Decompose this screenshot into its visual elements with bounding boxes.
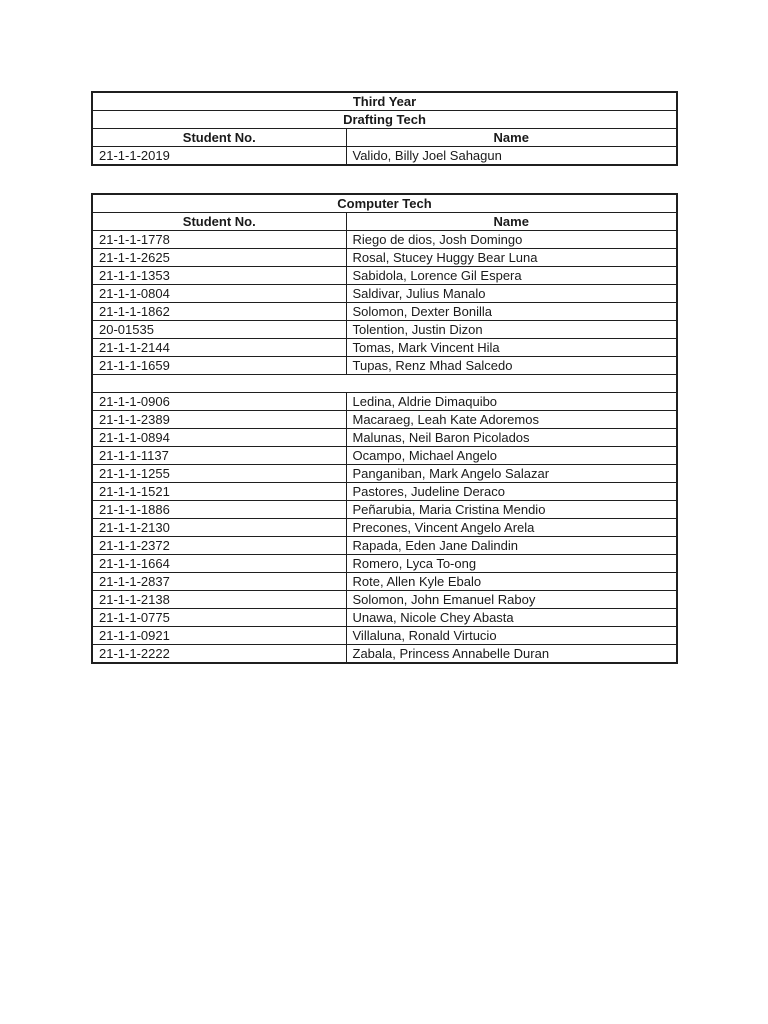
student-row [92, 249, 677, 267]
column-header-row [92, 129, 677, 147]
student-name-cell: Valido, Billy Joel Sahagun [346, 147, 677, 166]
student-name-cell: Peñarubia, Maria Cristina Mendio [346, 501, 677, 519]
student-row [92, 501, 677, 519]
student-name-cell: Precones, Vincent Angelo Arela [346, 519, 677, 537]
student-name-cell: Rosal, Stucey Huggy Bear Luna [346, 249, 677, 267]
student-no-cell: 21-1-1-1664 [92, 555, 346, 573]
column-header-row [92, 213, 677, 231]
student-row [92, 645, 677, 664]
student-name-cell: Macaraeg, Leah Kate Adoremos [346, 411, 677, 429]
table-title-row [92, 194, 677, 213]
student-no-cell: 21-1-1-0906 [92, 393, 346, 411]
student-row [92, 591, 677, 609]
student-row [92, 411, 677, 429]
student-no-cell: 21-1-1-0804 [92, 285, 346, 303]
table-title: Computer Tech [92, 194, 677, 213]
student-no-cell: 21-1-1-2389 [92, 411, 346, 429]
student-row [92, 555, 677, 573]
student-name-cell: Solomon, John Emanuel Raboy [346, 591, 677, 609]
student-row [92, 609, 677, 627]
student-no-header: Student No. [92, 129, 346, 147]
student-no-cell: 21-1-1-0921 [92, 627, 346, 645]
student-name-cell: Malunas, Neil Baron Picolados [346, 429, 677, 447]
student-no-header: Student No. [92, 213, 346, 231]
student-row [92, 537, 677, 555]
student-no-cell: 21-1-1-1862 [92, 303, 346, 321]
table-title: Third Year [92, 92, 677, 111]
drafting-tech-table [91, 91, 678, 166]
student-name-cell: Unawa, Nicole Chey Abasta [346, 609, 677, 627]
student-no-cell: 21-1-1-2837 [92, 573, 346, 591]
name-header: Name [346, 213, 677, 231]
student-row [92, 339, 677, 357]
student-row [92, 519, 677, 537]
student-name-cell: Pastores, Judeline Deraco [346, 483, 677, 501]
student-no-cell: 21-1-1-2130 [92, 519, 346, 537]
student-name-cell: Romero, Lyca To-ong [346, 555, 677, 573]
student-name-cell: Rote, Allen Kyle Ebalo [346, 573, 677, 591]
student-name-cell: Tolention, Justin Dizon [346, 321, 677, 339]
student-name-cell: Tomas, Mark Vincent Hila [346, 339, 677, 357]
student-no-cell: 21-1-1-2372 [92, 537, 346, 555]
student-name-cell: Sabidola, Lorence Gil Espera [346, 267, 677, 285]
student-no-cell: 21-1-1-1353 [92, 267, 346, 285]
student-no-cell: 21-1-1-1255 [92, 465, 346, 483]
student-row [92, 429, 677, 447]
student-no-cell: 21-1-1-2222 [92, 645, 346, 664]
student-row [92, 447, 677, 465]
student-no-cell: 21-1-1-0894 [92, 429, 346, 447]
student-row [92, 321, 677, 339]
student-row [92, 465, 677, 483]
student-row [92, 231, 677, 249]
student-name-cell: Saldivar, Julius Manalo [346, 285, 677, 303]
student-no-cell: 21-1-1-2138 [92, 591, 346, 609]
student-no-cell: 21-1-1-2144 [92, 339, 346, 357]
student-no-cell: 21-1-1-1886 [92, 501, 346, 519]
student-no-cell: 21-1-1-0775 [92, 609, 346, 627]
student-no-cell: 21-1-1-2019 [92, 147, 346, 166]
student-name-cell: Tupas, Renz Mhad Salcedo [346, 357, 677, 375]
student-no-cell: 21-1-1-1659 [92, 357, 346, 375]
student-name-cell: Ledina, Aldrie Dimaquibo [346, 393, 677, 411]
student-no-cell: 21-1-1-1778 [92, 231, 346, 249]
table-title-row [92, 92, 677, 111]
student-row [92, 267, 677, 285]
student-no-cell: 21-1-1-1137 [92, 447, 346, 465]
student-row [92, 357, 677, 375]
student-row [92, 285, 677, 303]
student-row [92, 147, 677, 166]
student-name-cell: Solomon, Dexter Bonilla [346, 303, 677, 321]
student-name-cell: Rapada, Eden Jane Dalindin [346, 537, 677, 555]
student-name-cell: Villaluna, Ronald Virtucio [346, 627, 677, 645]
student-row [92, 573, 677, 591]
name-header: Name [346, 129, 677, 147]
student-row [92, 627, 677, 645]
student-name-cell: Zabala, Princess Annabelle Duran [346, 645, 677, 664]
student-row [92, 393, 677, 411]
spacer-row [92, 375, 677, 393]
computer-tech-table [91, 193, 678, 664]
student-name-cell: Panganiban, Mark Angelo Salazar [346, 465, 677, 483]
student-row [92, 483, 677, 501]
student-no-cell: 21-1-1-1521 [92, 483, 346, 501]
spacer-cell [92, 375, 677, 393]
student-name-cell: Riego de dios, Josh Domingo [346, 231, 677, 249]
student-name-cell: Ocampo, Michael Angelo [346, 447, 677, 465]
table-title: Drafting Tech [92, 111, 677, 129]
table-title-row [92, 111, 677, 129]
student-no-cell: 20-01535 [92, 321, 346, 339]
student-row [92, 303, 677, 321]
student-no-cell: 21-1-1-2625 [92, 249, 346, 267]
